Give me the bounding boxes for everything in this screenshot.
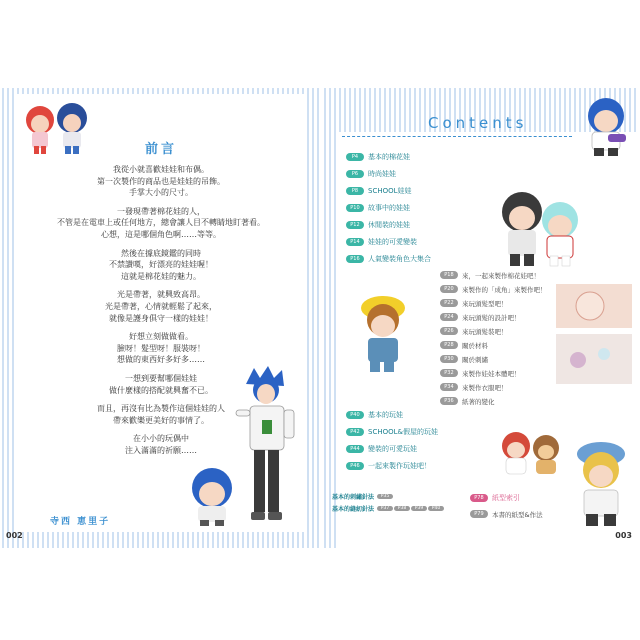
text-line: 想做的東西好多好多…… <box>117 355 205 365</box>
toc-item[interactable] <box>440 324 547 338</box>
toc-item-label: 來製作衣服吧！ <box>462 383 508 392</box>
toc-item-label: 紙著的變化 <box>462 397 495 406</box>
page-badge: P20 <box>440 285 458 293</box>
page-badge: P35 <box>377 494 393 499</box>
school-doll-illustration <box>350 294 416 376</box>
page-badge: P22 <box>440 299 458 307</box>
toc-item[interactable] <box>440 338 547 352</box>
stitch-label: 基本的縫紉針法 <box>332 505 375 513</box>
toc-item[interactable] <box>440 296 547 310</box>
toc-item-label: 基本的玩娃 <box>368 410 403 419</box>
text-line: 光是帶著，心情就輕鬆了起來， <box>105 301 217 311</box>
toc-item-label: 本書的紙型&作法 <box>492 510 543 519</box>
toc-item-label: SCHOOL娃娃 <box>368 186 412 195</box>
left-stripe <box>324 88 338 548</box>
text-line: 第一次製作的商品也是娃娃的吊飾。 <box>97 176 225 186</box>
pattern-index <box>470 490 543 522</box>
text-line: 然後在據底鏡鑑的同時 <box>121 248 201 258</box>
toc-item[interactable] <box>440 352 547 366</box>
page-badge: P42 <box>346 428 364 436</box>
page-badge: P14 <box>346 238 364 246</box>
text-line: 做什麼樣的搭配就興奮不已。 <box>109 385 213 395</box>
text-line: 不管是在電車上或任何地方，總會讓人目不轉睛地盯著看。 <box>57 218 265 228</box>
toc-item-label: 休閒裝的娃娃 <box>368 220 410 229</box>
toc-section-howto <box>440 268 547 408</box>
toc-item-label: 關於刺繡 <box>462 355 488 364</box>
toc-item-label: 基本的棉花娃 <box>368 152 410 161</box>
dolls-photo <box>490 186 590 270</box>
page-badge: P46 <box>346 462 364 470</box>
stanza <box>16 331 306 366</box>
stitch-label: 基本的刺繡針法 <box>332 493 375 501</box>
page-badge: P8 <box>346 187 364 195</box>
toc-item-label: 故事中的娃娃 <box>368 203 410 212</box>
text-line: 就像是護身俱守一樣的娃娃！ <box>109 313 213 323</box>
toc-section-plush <box>346 406 438 474</box>
preface-panel <box>16 94 306 532</box>
blue-doll-illustration <box>184 466 240 528</box>
toc-item[interactable] <box>470 490 543 506</box>
toc-item[interactable] <box>346 457 438 474</box>
hat-doll-illustration <box>570 440 632 530</box>
toc-item-label: 來玩頭髮的設計吧！ <box>462 313 521 322</box>
text-line: 這就是棉花娃的魅力。 <box>121 271 201 281</box>
text-line: 我從小就喜歡娃娃和布偶。 <box>113 165 209 174</box>
toc-item[interactable] <box>346 423 438 440</box>
page-badge: P79 <box>470 510 488 518</box>
plush-dolls-illustration <box>494 424 568 478</box>
text-line: 好想立刻做做看。 <box>129 332 193 342</box>
toc-item-label: 娃娃的可愛變裝 <box>368 237 417 246</box>
toc-item-label: SCHOOL&假屋的玩娃 <box>368 427 438 436</box>
page-badge: P34 <box>440 383 458 391</box>
text-line: 不禁讚嘆，好漂亮的娃娃喔！ <box>109 260 213 270</box>
toc-item[interactable] <box>346 250 431 267</box>
stitch-row[interactable] <box>332 502 445 514</box>
process-photos <box>556 284 632 388</box>
page-number-right: 003 <box>615 531 632 540</box>
toc-item[interactable] <box>346 440 438 457</box>
text-line: 注入滿滿的祈願…… <box>125 445 197 455</box>
preface-title: 前言 <box>144 142 177 157</box>
toc-item-label: 關於材料 <box>462 341 488 350</box>
toc-item-label: 來玩頭髮裝吧！ <box>462 327 508 336</box>
toc-item[interactable] <box>346 148 431 165</box>
left-page <box>2 88 320 548</box>
page-badge: P12 <box>346 221 364 229</box>
toc-item[interactable] <box>346 216 431 233</box>
page-badge: P4 <box>346 153 364 161</box>
text-line: 手掌大小的尺寸。 <box>129 188 193 198</box>
toc-item-label: 人氣變裝角色大集合 <box>368 254 431 263</box>
page-badge: P32 <box>440 369 458 377</box>
text-line: 心想，這是哪個角色啊……等等。 <box>101 229 221 239</box>
stitch-reference <box>332 490 445 514</box>
text-line: 光是帶著，就興致高昂。 <box>117 290 205 300</box>
toc-item[interactable] <box>440 394 547 408</box>
text-line: 帶來歡樂更美好的事情了。 <box>113 415 209 425</box>
contents-divider <box>342 136 572 137</box>
page-badge: P38 <box>394 506 410 511</box>
page-badge: P39 <box>411 506 427 511</box>
guitar-doll-illustration <box>580 96 632 158</box>
page-badge: P26 <box>440 327 458 335</box>
page-badge: P40 <box>346 411 364 419</box>
toc-item-label: 來製作的「成角」來製作吧！ <box>462 285 547 294</box>
page-badge: P28 <box>440 341 458 349</box>
author-name: 寺西 恵里子 <box>50 517 111 527</box>
text-line: 臉呀！髮型呀！服裝呀！ <box>117 343 205 353</box>
contents-title: Contents <box>428 114 528 132</box>
page-badge: P44 <box>346 445 364 453</box>
toc-item-label: 來，一起來製作棉花娃吧！ <box>462 271 540 280</box>
toc-item-label: 來玩頭髮型吧！ <box>462 299 508 308</box>
page-badge: P16 <box>346 255 364 263</box>
text-line: 而且，再沒有比為製作這個娃娃的人 <box>97 404 225 414</box>
toc-item-label: 時尚娃娃 <box>368 169 396 178</box>
page-badge: P40 <box>428 506 444 511</box>
toc-item-label: 一起來製作玩娃吧！ <box>368 461 431 470</box>
page-badge: P30 <box>440 355 458 363</box>
page-badge: P36 <box>440 397 458 405</box>
toc-item-label: 紙型索引 <box>492 494 520 502</box>
page-number-left: 002 <box>6 531 23 540</box>
book-spread <box>2 88 638 548</box>
stanza <box>16 206 306 241</box>
toc-item[interactable] <box>346 165 431 182</box>
page-badge: P18 <box>440 271 458 279</box>
page-badge: P24 <box>440 313 458 321</box>
text-line: 在小小的玩偶中 <box>133 434 189 444</box>
page-badge: P78 <box>470 494 488 502</box>
stanza <box>16 289 306 324</box>
toc-item[interactable] <box>346 233 431 250</box>
toc-item[interactable] <box>440 380 547 394</box>
toc-item[interactable] <box>440 268 547 282</box>
stanza <box>16 248 306 283</box>
stanza <box>16 164 306 199</box>
page-badge: P37 <box>377 506 393 511</box>
page-badge: P10 <box>346 204 364 212</box>
toc-item[interactable] <box>440 366 547 380</box>
toc-item-label: 變裝的可愛玩娃 <box>368 444 417 453</box>
toc-item[interactable] <box>440 282 547 296</box>
stitch-row[interactable] <box>332 490 445 502</box>
toc-item[interactable] <box>346 199 431 216</box>
toc-item-label: 來製作娃娃本體吧！ <box>462 369 521 378</box>
toc-item[interactable] <box>440 310 547 324</box>
page-badge: P6 <box>346 170 364 178</box>
toc-section-dolls <box>346 148 431 267</box>
toc-item[interactable] <box>470 506 543 522</box>
toc-item[interactable] <box>346 406 438 423</box>
text-line: 一想到要幫哪個娃娃 <box>125 373 197 383</box>
text-line: 一發現帶著棉花娃的人， <box>117 206 205 216</box>
right-page <box>324 88 638 548</box>
toc-item[interactable] <box>346 182 431 199</box>
